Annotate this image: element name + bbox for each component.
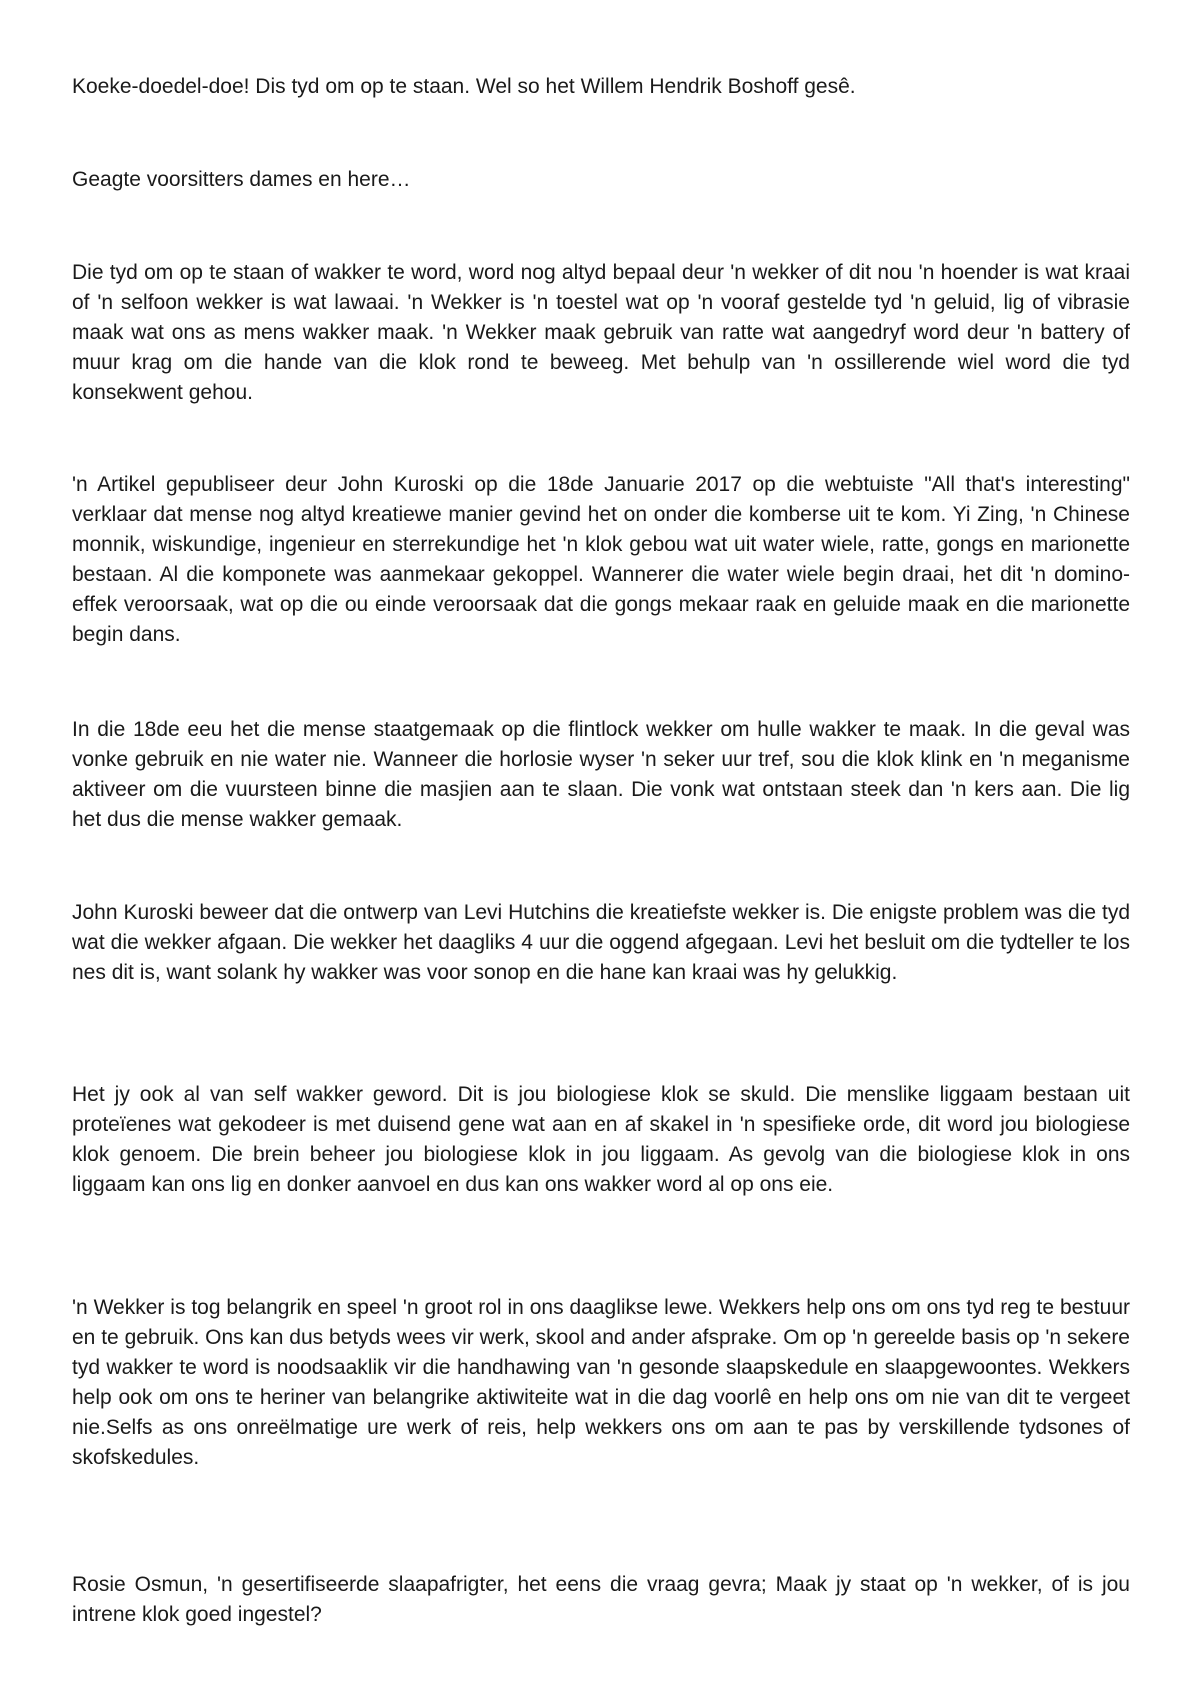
paragraph-importance: 'n Wekker is tog belangrik en speel 'n groot rol in ons daaglikse lewe. Wekkers help ons om ons tyd reg te bestuur en te gebruik. Ons kan dus betyds wees vir werk, skool and ander afsprake. Om op 'n gereelde basis op 'n sekere tyd wakker te word is noodsaaklik vir die handhawing van 'n gesonde slaapskedule en slaapgewoontes. Wekkers help ook om ons te heriner van belangrike aktiwiteite wat in die dag voorlê en help ons om nie van dit te vergeet nie.Selfs as ons onreëlmatige ure werk of reis, help wekkers ons om aan te pas by verskillende tydsones of skofskedules.	[72, 1296, 1130, 1469]
salutation: Geagte voorsitters dames en here…	[72, 168, 411, 191]
paragraph-levi-hutchins: John Kuroski beweer dat die ontwerp van Levi Hutchins die kreatiefste wekker is. Die enigste problem was die tyd wat die wekker afgaan. Die wekker het daagliks 4 uur die oggend afgegaan. Levi het besluit om die tydteller te los nes dit is, want solank hy wakker was voor sonop en die hane kan kraai was hy gelukkig.	[72, 901, 1130, 984]
paragraph-closing-question: Rosie Osmun, 'n gesertifiseerde slaapafrigter, het eens die vraag gevra; Maak jy staat op 'n wekker, of is jou intrene klok goed ingestel?	[72, 1573, 1130, 1626]
paragraph-alarm-definition: Die tyd om op te staan of wakker te word, word nog altyd bepaal deur 'n wekker of dit nou 'n hoender is wat kraai of 'n selfoon wekker is wat lawaai. 'n Wekker is 'n toestel wat op 'n vooraf gestelde tyd 'n geluid, lig of vibrasie maak wat ons as mens wakker maak. 'n Wekker maak gebruik van ratte wat aangedryf word deur 'n battery of muur krag om die hande van die klok rond te beweeg. Met behulp van 'n ossillerende wiel word die tyd konsekwent gehou.	[72, 261, 1130, 404]
paragraph-yi-zing-clock: 'n Artikel gepubliseer deur John Kuroski op die 18de Januarie 2017 op die webtuiste "All that's interesting" verklaar dat mense nog altyd kreatiewe manier gevind het on onder die komberse uit te kom. Yi Zing, 'n Chinese monnik, wiskundige, ingenieur en sterrekundige het 'n klok gebou wat uit water wiele, ratte, gongs en marionette bestaan. Al die komponete was aanmekaar gekoppel. Wannerer die water wiele begin draai, het dit 'n domino-effek veroorsaak, wat op die ou einde veroorsaak dat die gongs mekaar raak en geluide maak en die marionette begin dans.	[72, 473, 1130, 646]
paragraph-flintlock-alarm: In die 18de eeu het die mense staatgemaak op die flintlock wekker om hulle wakker te maak. In die geval was vonke gebruik en nie water nie. Wanneer die horlosie wyser 'n seker uur tref, sou die klok klink en 'n meganisme aktiveer om die vuursteen binne die masjien aan te slaan. Die vonk wat ontstaan steek dan 'n kers aan. Die lig het dus die mense wakker gemaak.	[72, 718, 1130, 831]
opening-line: Koeke-doedel-doe! Dis tyd om op te staan. Wel so het Willem Hendrik Boshoff gesê.	[72, 75, 856, 98]
paragraph-biological-clock: Het jy ook al van self wakker geword. Dit is jou biologiese klok se skuld. Die menslike liggaam bestaan uit proteïenes wat gekodeer is met duisend gene wat aan en af skakel in 'n spesifieke orde, dit word jou biologiese klok genoem. Die brein beheer jou biologiese klok in jou liggaam. As gevolg van die biologiese klok in ons liggaam kan ons lig en donker aanvoel en dus kan ons wakker word al op ons eie.	[72, 1083, 1130, 1196]
